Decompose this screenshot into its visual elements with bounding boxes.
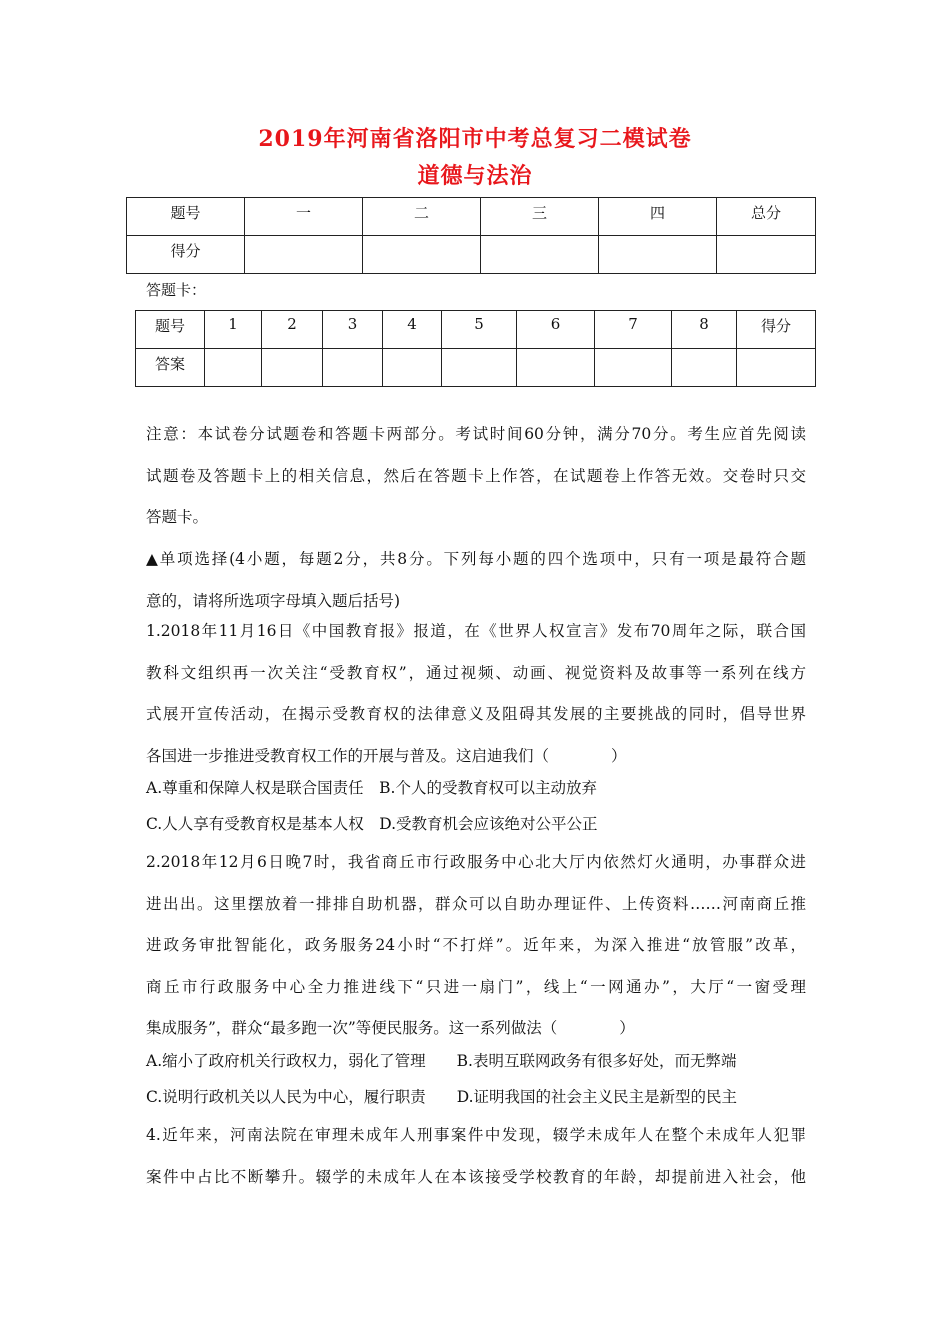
answer-option: C.人人享有受教育权是基本人权 D.受教育机会应该绝对公平公正 [146,815,598,833]
table-cell [262,349,323,387]
table-row [127,198,816,236]
table-cell: 答案 [136,349,205,387]
text-line: 2.2018年12月6日晚7时，我省商丘市行政服务中心北大厅内依然灯火通明，办事群众进 [146,853,806,871]
table-cell: 二 [363,198,481,236]
table-cell: 一 [245,198,363,236]
text-line: 答题卡。 [146,508,209,527]
table-cell [717,236,816,274]
table-cell [245,236,363,274]
text-line: 集成服务”，群众“最多跑一次”等便民服务。这一系列做法（ ） [146,1019,635,1038]
score-table [126,197,816,274]
table-cell: 题号 [127,198,245,236]
table-row [136,311,816,349]
table-cell: 总分 [717,198,816,236]
table-cell [672,349,737,387]
text-line: ▲单项选择(4小题，每题2分，共8分。下列每小题的四个选项中，只有一项是最符合题 [146,550,806,568]
question-2 [146,842,806,1050]
exam-notice [146,414,806,539]
exam-title: 2019年河南省洛阳市中考总复习二模试卷 [258,126,692,152]
table-cell: 1 [205,311,262,349]
table-cell: 题号 [136,311,205,349]
table-cell: 6 [517,311,595,349]
table-cell [737,349,816,387]
table-cell: 4 [383,311,442,349]
table-cell [481,236,599,274]
text-line: 4.近年来，河南法院在审理未成年人刑事案件中发现，辍学未成年人在整个未成年人犯罪 [146,1126,806,1144]
answer-card-table [135,310,816,387]
table-cell [599,236,717,274]
table-row [136,349,816,387]
text-line: 式展开宣传活动，在揭示受教育权的法律意义及阻碍其发展的主要挑战的同时，倡导世界 [146,705,806,724]
table-cell: 2 [262,311,323,349]
table-cell: 四 [599,198,717,236]
table-cell [363,236,481,274]
text-line: 进政务审批智能化，政务服务24小时“不打烊”。近年来，为深入推进“放管服”改革， [146,936,806,955]
section-instructions [146,539,806,622]
table-cell [205,349,262,387]
question-1 [146,611,806,777]
text-line: 1.2018年11月16日《中国教育报》报道，在《世界人权宣言》发布70周年之际，联合国 [146,622,806,640]
table-cell: 三 [481,198,599,236]
exam-subject: 道德与法治 [417,163,533,189]
table-cell [383,349,442,387]
text-line: 教科文组织再一次关注“受教育权”，通过视频、动画、视觉资料及故事等一系列在线方 [146,663,806,682]
text-line: 案件中占比不断攀升。辍学的未成年人在本该接受学校教育的年龄，却提前进入社会，他 [146,1167,806,1186]
table-cell: 得分 [737,311,816,349]
question-2-options [146,1043,806,1115]
question-4 [146,1115,806,1198]
table-cell: 8 [672,311,737,349]
text-line: 意的，请将所选项字母填入题后括号) [146,591,401,610]
text-line: 试题卷及答题卡上的相关信息，然后在答题卡上作答，在试题卷上作答无效。交卷时只交 [146,466,806,485]
text-line: 注意：本试卷分试题卷和答题卡两部分。考试时间60分钟，满分70分。考生应首先阅读 [146,425,806,443]
answer-option: A.缩小了政府机关行政权力，弱化了管理 B.表明互联网政务有很多好处，而无弊端 [146,1052,737,1070]
question-1-options [146,770,806,842]
answer-card-label: 答题卡： [146,281,207,299]
table-cell [442,349,517,387]
answer-option: A.尊重和保障人权是联合国责任 B.个人的受教育权可以主动放弃 [146,779,597,797]
text-line: 进出出。这里摆放着一排排自助机器，群众可以自助办理证件、上传资料……河南商丘推 [146,894,806,913]
text-line: 商丘市行政服务中心全力推进线下“只进一扇门”，线上“一网通办”，大厅“一窗受理 [146,977,806,996]
table-cell [323,349,383,387]
table-row [127,236,816,274]
text-line: 各国进一步推进受教育权工作的开展与普及。这启迪我们（ ） [146,746,627,765]
answer-option: C.说明行政机关以人民为中心，履行职责 D.证明我国的社会主义民主是新型的民主 [146,1088,738,1106]
table-cell [517,349,595,387]
table-cell: 得分 [127,236,245,274]
table-cell [595,349,672,387]
table-cell: 5 [442,311,517,349]
table-cell: 7 [595,311,672,349]
table-cell: 3 [323,311,383,349]
